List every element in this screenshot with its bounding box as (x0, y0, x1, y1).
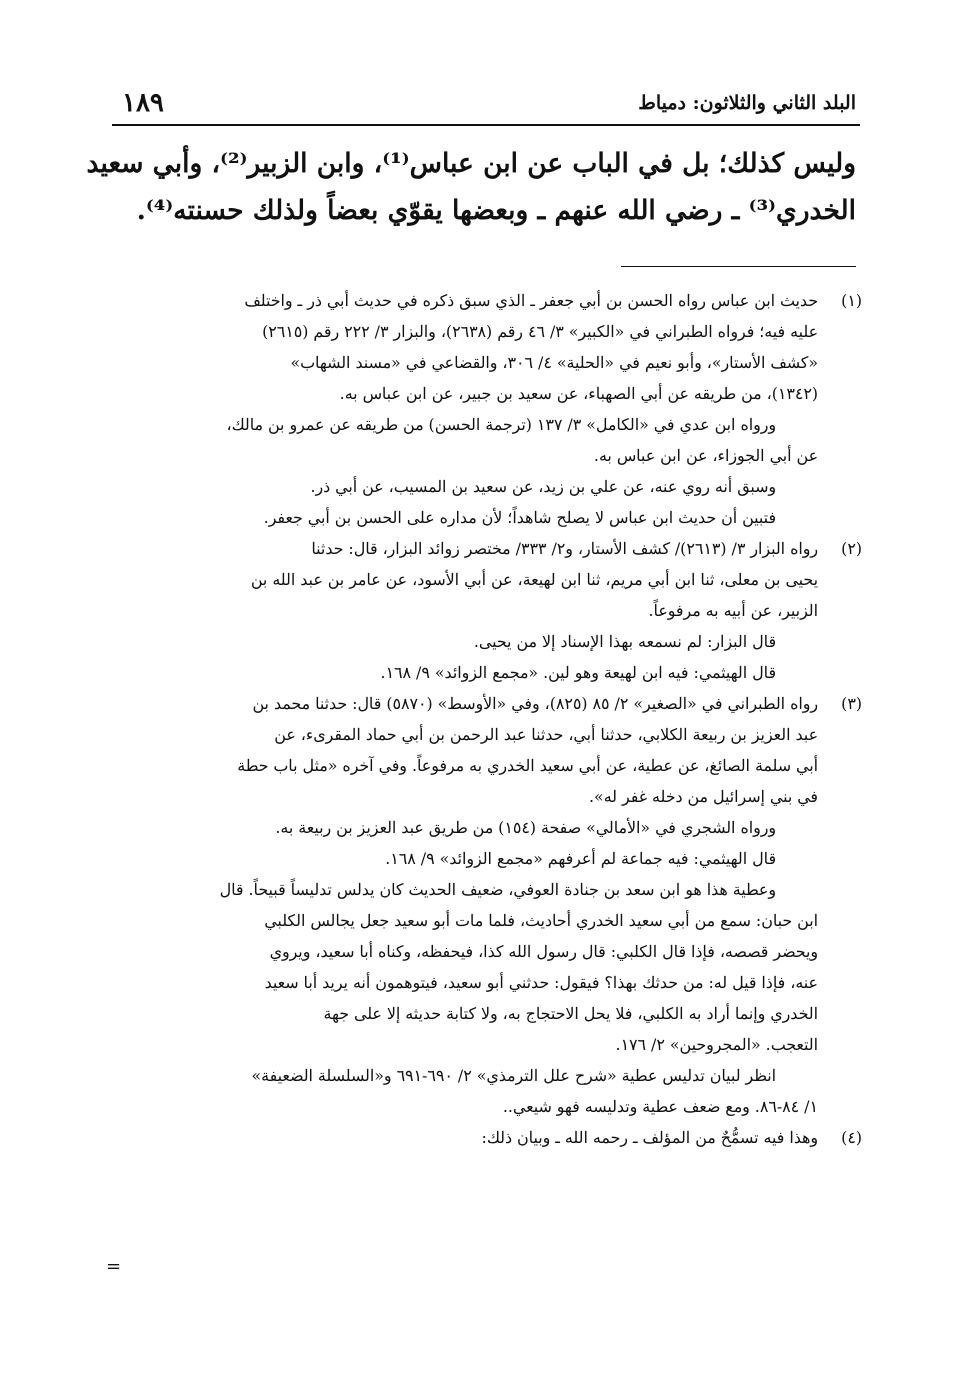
footnote-line: حديث ابن عباس رواه الحسن بن أبي جعفر ـ الذي سبق ذكره في حديث أبي ذر ـ واختلف (244, 291, 818, 310)
footnote-line: عنه، فإذا قيل له: من حدثك بهذا؟ فيقول: حدثني أبو سعيد، فيتوهمون أنه يريد أبا سعيد (264, 973, 818, 992)
footnote-line: انظر لبيان تدليس عطية «شرح علل الترمذي» ٢/ ٦٩٠-٦٩١ و«السلسلة الضعيفة» (251, 1066, 776, 1085)
main-text-line: وليس كذلك؛ بل في الباب عن ابن عباس⁽¹⁾، وابن الزبير⁽²⁾، وأبي سعيد (86, 148, 856, 179)
footnote-line: عن أبي الجوزاء، عن ابن عباس به. (593, 446, 818, 465)
footnotes (106, 285, 862, 1153)
footnote-line: رواه البزار ٣/ (٢٦١٣)/ كشف الأستار، و٢/ ٣٣٣/ مختصر زوائد البزار، قال: حدثنا (311, 539, 818, 558)
footnote-number: (١) (841, 291, 862, 310)
footnote-separator (621, 266, 856, 267)
footnote-line: ١/ ٨٤-٨٦. ومع ضعف عطية وتدليسه فهو شيعي.. (502, 1097, 818, 1116)
footnote-line: عبد العزيز بن ربيعة الكلابي، حدثنا أبي، حدثنا عبد الرحمن بن أبي حماد المقرىء، عن (274, 725, 818, 744)
footnote-1 (106, 285, 862, 533)
main-text-line: الخدري⁽³⁾ ـ رضي الله عنهم ـ وبعضها يقوّي بعضاً ولذلك حسنته⁽⁴⁾. (136, 195, 856, 226)
footnote-line: وهذا فيه تسمُّحٌ من المؤلف ـ رحمه الله ـ وبيان ذلك: (481, 1128, 818, 1147)
main-text (86, 140, 856, 234)
footnote-line: فتبين أن حديث ابن عباس لا يصلح شاهداً؛ لأن مداره على الحسن بن أبي جعفر. (263, 508, 776, 527)
footnote-number: (٣) (841, 694, 862, 713)
footnote-line: في بني إسرائيل من دخله غفر له». (589, 787, 818, 806)
continuation-mark: = (106, 1256, 122, 1277)
footnote-line: التعجب. «المجروحين» ٢/ ١٧٦. (615, 1035, 818, 1054)
footnote-line: الزبير، عن أبيه به مرفوعاً. (648, 601, 818, 620)
footnote-line: وسبق أنه روي عنه، عن علي بن زيد، عن سعيد بن المسيب، عن أبي ذر. (310, 477, 776, 496)
footnote-4 (106, 1122, 862, 1153)
footnote-line: يحيى بن معلى، ثنا ابن أبي مريم، ثنا ابن لهيعة، عن أبي الأسود، عن عامر بن عبد الله بن (250, 570, 818, 589)
footnote-number: (٤) (841, 1128, 862, 1147)
footnote-line: ورواه ابن عدي في «الكامل» ٣/ ١٣٧ (ترجمة الحسن) من طريقه عن عمرو بن مالك، (226, 415, 776, 434)
footnote-line: الخدري وإنما أراد به الكلبي، فلا يحل الاحتجاج به، ولا كتابة حديثه إلا على جهة (323, 1004, 818, 1023)
footnote-line: قال الهيثمي: فيه جماعة لم أعرفهم «مجمع الزوائد» ٩/ ١٦٨. (385, 849, 776, 868)
running-head (110, 88, 856, 122)
footnote-line: ورواه الشجري في «الأمالي» صفحة (١٥٤) من طريق عبد العزيز بن ربيعة به. (275, 818, 776, 837)
footnote-line: رواه الطبراني في «الصغير» ٢/ ٨٥ (٨٢٥)، وفي «الأوسط» (٥٨٧٠) قال: حدثنا محمد بن (252, 694, 818, 713)
footnote-line: قال الهيثمي: فيه ابن لهيعة وهو لين. «مجمع الزوائد» ٩/ ١٦٨. (380, 663, 776, 682)
footnote-line: ابن حبان: سمع من أبي سعيد الخدري أحاديث، فلما مات أبو سعيد جعل يجالس الكلبي (264, 911, 818, 930)
footnote-3 (106, 688, 862, 1122)
header-rule (112, 124, 860, 126)
footnote-line: وعطية هذا هو ابن سعد بن جنادة العوفي، ضعيف الحديث كان يدلس تدليساً قبيحاً. قال (219, 880, 776, 899)
footnote-line: (١٣٤٢)، من طريقه عن أبي الصهباء، عن سعيد بن جبير، عن ابن عباس به. (339, 384, 818, 403)
footnote-line: ويحضر قصصه، فإذا قال الكلبي: قال رسول الله كذا، فيحفظه، وكناه أبا سعيد، ويروي (269, 942, 818, 961)
footnote-line: أبي سلمة الصائغ، عن عطية، عن أبي سعيد الخدري به مرفوعاً. وفي آخره «مثل باب حطة (237, 756, 818, 775)
footnote-2 (106, 533, 862, 688)
footnote-line: «كشف الأستار»، وأبو نعيم في «الحلية» ٤/ ٣٠٦، والقضاعي في «مسند الشهاب» (290, 353, 818, 372)
footnote-line: عليه فيه؛ فرواه الطبراني في «الكبير» ٣/ ٤٦ رقم (٢٦٣٨)، والبزار ٣/ ٢٢٢ رقم (٢٦١٥) (262, 322, 818, 341)
footnote-number: (٢) (841, 539, 862, 558)
footnote-line: قال البزار: لم نسمعه بهذا الإسناد إلا من يحيى. (473, 632, 776, 651)
page-number: ١٨٩ (122, 88, 164, 118)
running-title: البلد الثاني والثلاثون: دمياط (638, 92, 856, 114)
